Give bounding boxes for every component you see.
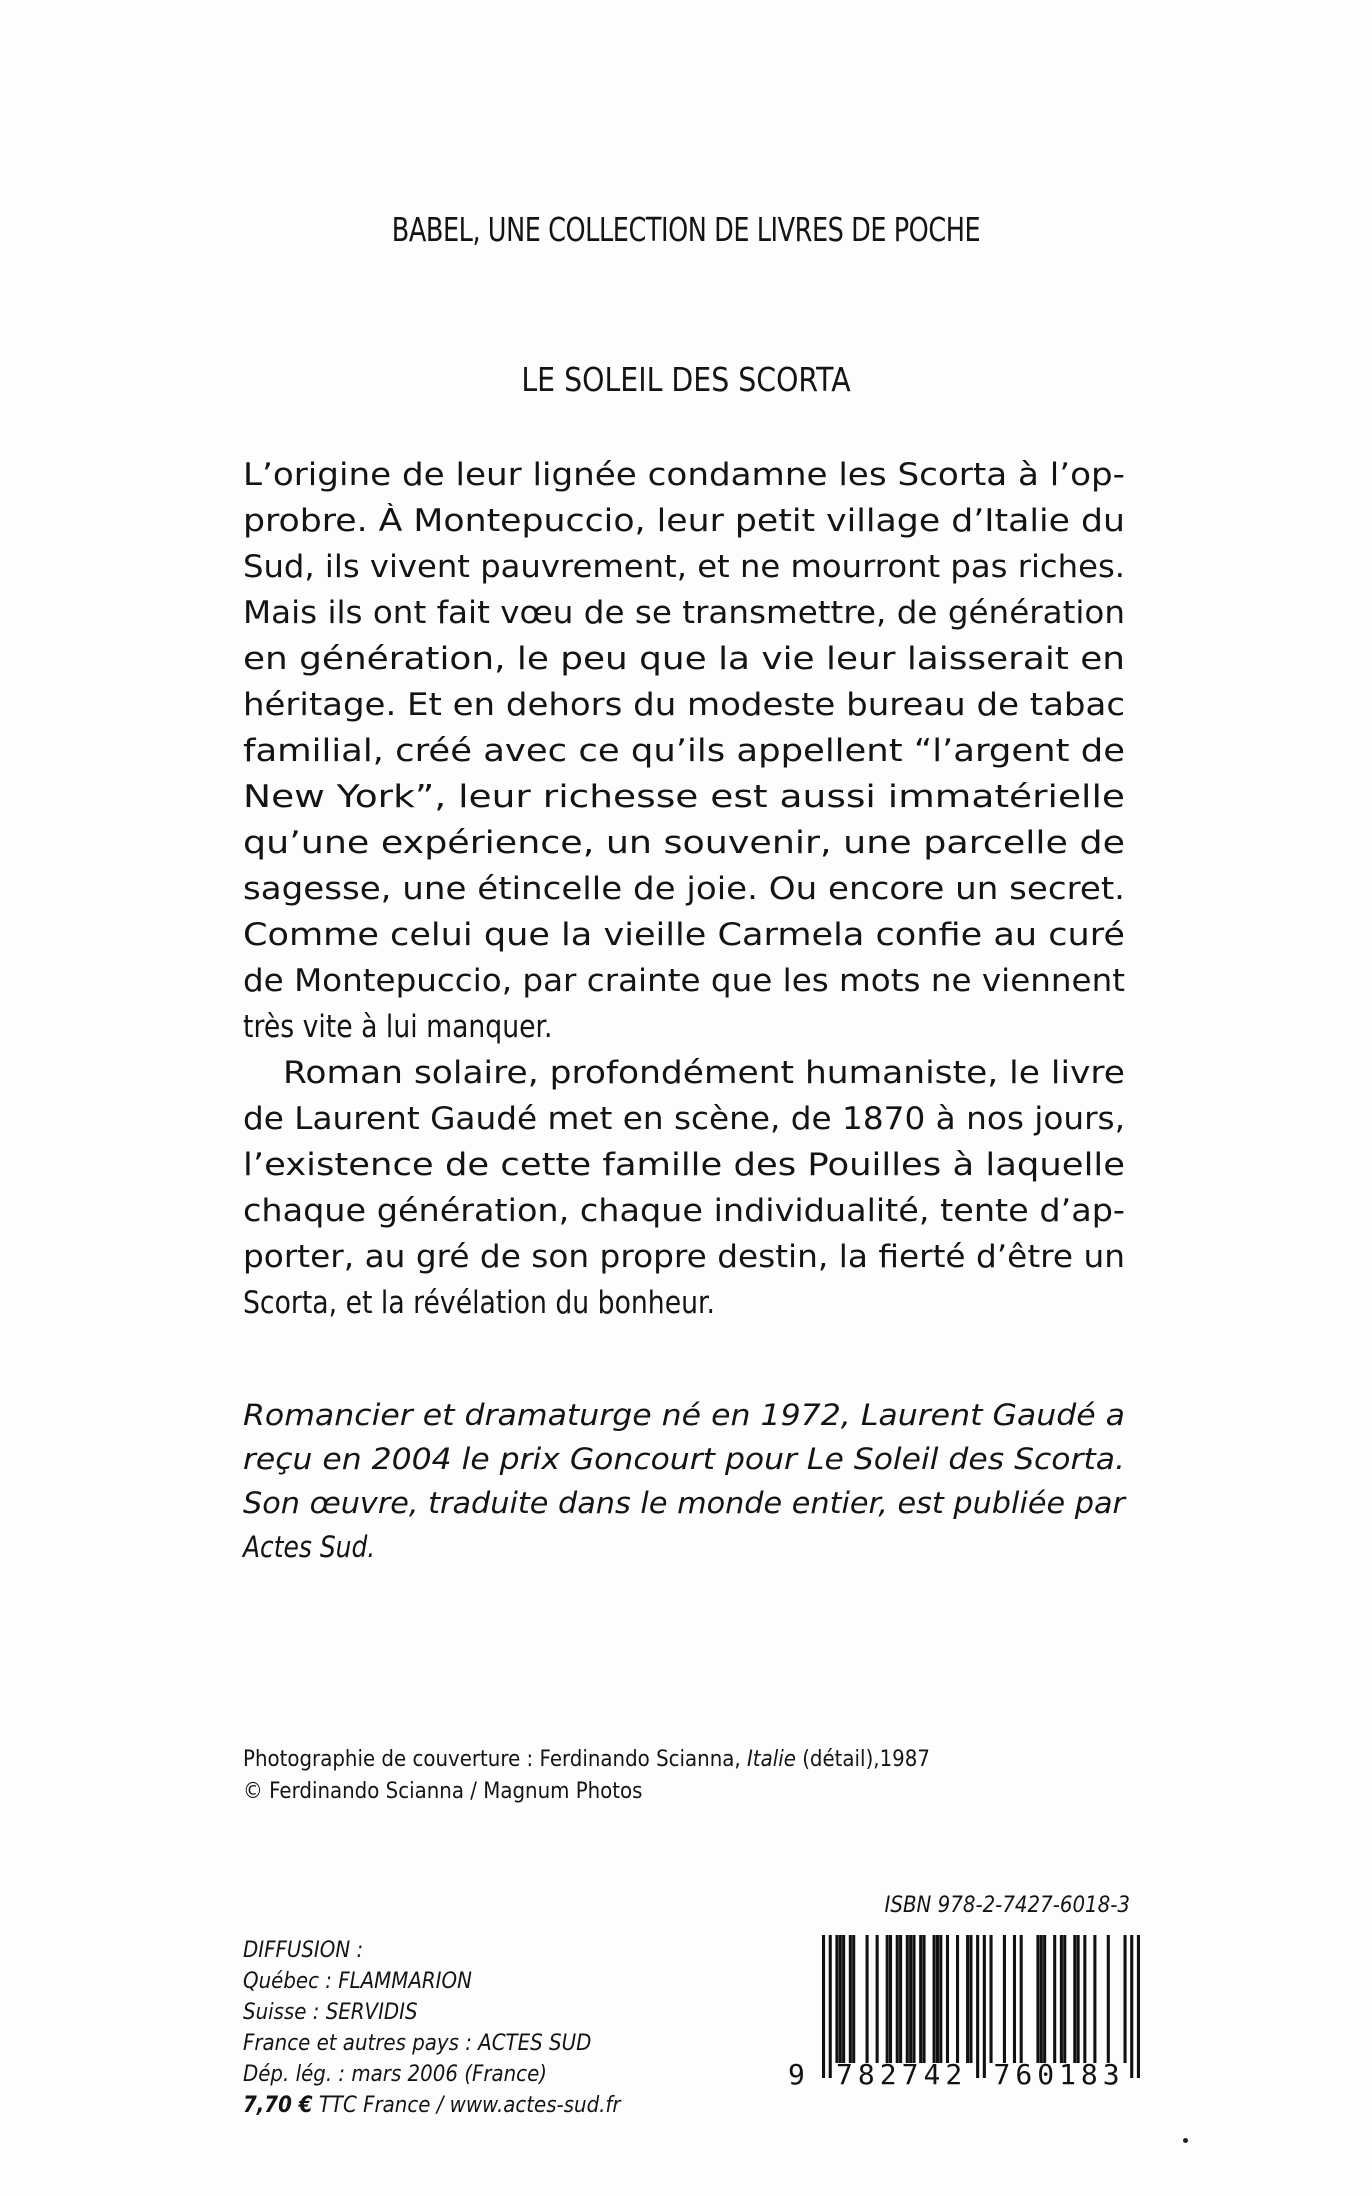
barcode-bar (1013, 1935, 1016, 2063)
text-line-content: Scorta, et la révélation du bonheur. (243, 1285, 715, 1321)
text-line-content: porter, au gré de son propre destin, la fierté d’être un (243, 1239, 1125, 1275)
barcode-bar (1137, 1935, 1140, 2078)
barcode-bar (976, 1935, 979, 2078)
credit-prefix: Photographie de couverture : Ferdinando Scianna, (243, 1747, 747, 1772)
collection-heading: BABEL, UNE COLLECTION DE LIVRES DE POCHE (391, 210, 981, 249)
diffusion-block (243, 1935, 663, 2121)
barcode-bar (946, 1935, 949, 2063)
text-line (243, 1393, 1125, 1437)
text-line (243, 774, 1125, 820)
book-title: LE SOLEIL DES SCORTA (521, 360, 851, 399)
text-line (243, 1234, 1125, 1280)
photo-credit-line (243, 1744, 930, 1776)
text-line-content: Sud, ils vivent pauvrement, et ne mourront pas riches. (243, 549, 1125, 585)
text-line-content: chaque génération, chaque individualité, tente d’ap- (243, 1193, 1125, 1229)
barcode-bar (966, 1935, 969, 2063)
barcode-bar (1073, 1935, 1076, 2063)
barcode-bar (896, 1935, 899, 2063)
credit-work-title: Italie (746, 1747, 796, 1772)
synopsis (243, 452, 1125, 1326)
barcode-bar (849, 1935, 852, 2063)
text-line (243, 544, 1125, 590)
barcode-bar (866, 1935, 869, 2063)
text-line-content: qu’une expérience, un souvenir, une parcelle de (243, 825, 1125, 861)
diffusion-line: Dép. lég. : mars 2006 (France) (243, 2062, 547, 2087)
barcode-bar (983, 1935, 986, 2078)
barcode-right-digits: 760183 (993, 2058, 1125, 2085)
price: 7,70 € (243, 2093, 313, 2118)
text-line (243, 728, 1125, 774)
text-line (243, 866, 1125, 912)
diffusion-line: Québec : FLAMMARION (243, 1969, 472, 1994)
text-line (243, 912, 1125, 958)
text-line (243, 498, 1125, 544)
text-line (243, 1050, 1125, 1096)
barcode-bar (876, 1935, 879, 2063)
text-line (243, 452, 1125, 498)
text-line-content: L’origine de leur lignée condamne les Scorta à l’op- (243, 457, 1125, 493)
barcode-bar (889, 1935, 892, 2063)
barcode-bar (1093, 1935, 1096, 2063)
barcode-bar (822, 1935, 825, 2078)
barcode-bar (1053, 1935, 1056, 2063)
author-bio (243, 1393, 1125, 1569)
text-line-content: de Montepuccio, par crainte que les mots ne viennent (243, 963, 1125, 999)
barcode-bar (1040, 1935, 1043, 2063)
barcode-bar (936, 1935, 939, 2063)
barcode-bar (1063, 1935, 1066, 2063)
text-line-content: de Laurent Gaudé met en scène, de 1870 à nos jours, (243, 1101, 1125, 1137)
text-line-content: Romancier et dramaturge né en 1972, Laurent Gaudé a (243, 1398, 1125, 1432)
diffusion-line: France et autres pays : ACTES SUD (243, 2031, 592, 2056)
barcode-bar (956, 1935, 959, 2063)
text-line-content: Actes Sud. (243, 1530, 376, 1564)
barcode-bar (1124, 1935, 1127, 2063)
barcode-bar (919, 1935, 922, 2063)
barcode-bar (835, 1935, 838, 2063)
price-suffix: TTC France / www.actes-sud.fr (312, 2093, 621, 2118)
photo-credits (243, 1744, 1006, 1808)
text-line (243, 1188, 1125, 1234)
barcode-bar (852, 1935, 855, 2063)
ean13-barcode (770, 1935, 1160, 2085)
diffusion-line: Suisse : SERVIDIS (243, 2000, 418, 2025)
barcode-bar (1043, 1935, 1046, 2063)
print-speck (1183, 2138, 1188, 2143)
barcode-bar (829, 1935, 832, 2078)
barcode-bar (909, 1935, 912, 2063)
text-line (243, 958, 1125, 1004)
text-line-content: en génération, le peu que la vie leur laisserait en (243, 641, 1125, 677)
barcode-bar (923, 1935, 926, 2063)
text-line (243, 1096, 1125, 1142)
barcode-bar (912, 1935, 915, 2063)
text-line (243, 1004, 1125, 1050)
text-line-content: Comme celui que la vieille Carmela confie au curé (243, 917, 1125, 953)
text-line (243, 1525, 1125, 1569)
barcode-bar (1060, 1935, 1063, 2063)
barcode-bar (1107, 1935, 1110, 2063)
text-line (243, 1481, 1125, 1525)
barcode-bar (886, 1935, 889, 2063)
text-line (243, 1437, 1125, 1481)
text-line-content: sagesse, une étincelle de joie. Ou encore un secret. (243, 871, 1125, 907)
price-line (243, 2090, 621, 2121)
barcode-left-digits: 782742 (836, 2058, 968, 2085)
barcode-bar (1020, 1935, 1023, 2063)
barcode-bar (933, 1935, 936, 2063)
text-line (243, 682, 1125, 728)
copyright-line: © Ferdinando Scianna / Magnum Photos (243, 1779, 643, 1804)
barcode-bar (969, 1935, 972, 2063)
barcode-bar (839, 1935, 842, 2063)
text-line-content: Roman solaire, profondément humaniste, le livre (283, 1055, 1125, 1091)
barcode-bar (1130, 1935, 1133, 2078)
barcode-bar (990, 1935, 993, 2063)
text-line-content: l’existence de cette famille des Pouilles à laquelle (243, 1147, 1125, 1183)
credit-suffix: (détail),1987 (795, 1747, 930, 1772)
text-line (243, 1280, 1125, 1326)
text-line (243, 636, 1125, 682)
diffusion-line: DIFFUSION : (243, 1938, 364, 1963)
barcode-bar (1036, 1935, 1039, 2063)
isbn-label: ISBN 978-2-7427-6018-3 (884, 1893, 1130, 1918)
text-line (243, 590, 1125, 636)
barcode-first-digit: 9 (788, 2058, 810, 2085)
text-line-content: Son œuvre, traduite dans le monde entier, est publiée par (243, 1486, 1125, 1520)
text-line-content: probre. À Montepuccio, leur petit village d’Italie du (243, 503, 1125, 539)
text-line-content: Mais ils ont fait vœu de se transmettre, de génération (243, 595, 1125, 631)
barcode-bar (1083, 1935, 1086, 2063)
barcode-bar (899, 1935, 902, 2063)
barcode-bar (1003, 1935, 1006, 2063)
text-line (243, 820, 1125, 866)
text-line-content: très vite à lui manquer. (243, 1009, 553, 1045)
barcode-bar (939, 1935, 942, 2063)
text-line-content: familial, créé avec ce qu’ils appellent “l’argent de (243, 733, 1125, 769)
barcode-bar (842, 1935, 845, 2063)
barcode-bar (1077, 1935, 1080, 2063)
text-line-content: reçu en 2004 le prix Goncourt pour Le Soleil des Scorta. (243, 1442, 1125, 1476)
text-line-content: héritage. Et en dehors du modeste bureau de tabac (243, 687, 1125, 723)
text-line (243, 1142, 1125, 1188)
text-line-content: New York”, leur richesse est aussi immatérielle (243, 779, 1125, 815)
barcode-bar (906, 1935, 909, 2063)
